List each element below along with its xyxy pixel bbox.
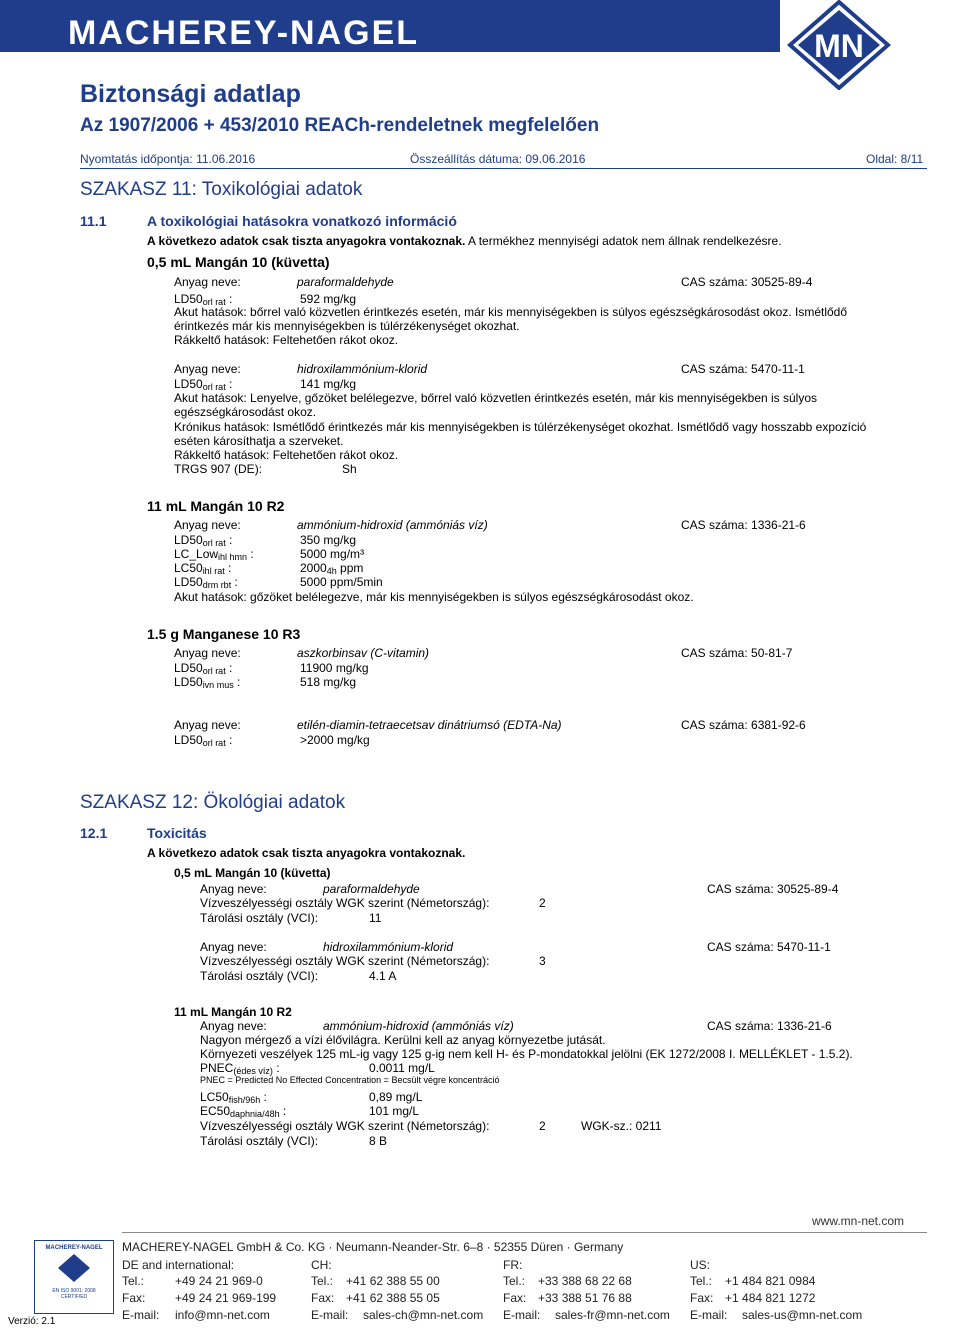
kit-heading-eco-2: 11 mL Mangán 10 R2 — [174, 1005, 292, 1019]
label-substance-name: Anyag neve: — [174, 718, 241, 732]
wgk-sz-value: WGK-sz.: 0211 — [581, 1119, 662, 1133]
footer-us-heading: US: — [690, 1258, 711, 1272]
label-substance-name: Anyag neve: — [200, 1019, 267, 1033]
trgs-label: TRGS 907 (DE): — [174, 462, 263, 476]
tox-label: $LD50_{orl rat}$ : — [174, 292, 233, 307]
footer-de-tel-label: Tel.: — [122, 1274, 145, 1288]
wgk-label: Vízveszélyességi osztály WGK szerint (Németország): — [200, 1119, 490, 1133]
substance-name: paraformaldehyde — [297, 275, 394, 289]
tox-value: 141 mg/kg — [300, 377, 357, 391]
footer-de-tel: +49 24 21 969-0 — [175, 1274, 263, 1288]
cert-line-2: CERTIFIED — [60, 1294, 88, 1300]
tox-label: $LD50_{ivn mus}$ : — [174, 675, 241, 690]
tox-value: 592 mg/kg — [300, 292, 357, 306]
tox-label: $LD50_{drm rbt}$ : — [174, 575, 238, 590]
eco-text: Környezeti veszélyek 125 mL-ig vagy 125 g-ig nem kell H- és P-mondatokkal jelölni (EK 1272/2008 I. MELLÉKLET - 1.5.2). — [200, 1047, 853, 1061]
footer-de-fax-label: Fax: — [122, 1291, 146, 1305]
tox-label: LC_Low$_{ihl hmn}$ : — [174, 547, 254, 562]
effect-text: Akut hatások: gőzöket belélegezve, már kis mennyiségekben is súlyos egészségkárosodást okoz. — [174, 590, 694, 604]
pnec-label: $PNEC_{(édes víz)}$ : — [200, 1061, 280, 1076]
logo-text: MN — [814, 28, 864, 64]
page-number: Oldal: 8/11 — [866, 152, 924, 166]
footer-us-mail-label: E-mail: — [690, 1308, 728, 1322]
section-12-heading: SZAKASZ 12: Ökológiai adatok — [80, 792, 346, 813]
substance-name: hidroxilammónium-klorid — [297, 362, 428, 376]
footer-de-heading: DE and international: — [122, 1258, 235, 1272]
footer-ch-tel-label: Tel.: — [311, 1274, 334, 1288]
brand-name: MACHEREY-NAGEL — [68, 14, 420, 52]
label-substance-name: Anyag neve: — [200, 882, 267, 896]
substance-name: etilén-diamin-tetraecetsav dinátriumsó (EDTA-Na) — [297, 718, 562, 732]
cas-number: CAS száma: 50-81-7 — [681, 646, 793, 660]
tox-value: $2000_{4h}$ ppm — [300, 561, 364, 576]
footer-fr-mail[interactable]: sales-fr@mn-net.com — [555, 1308, 670, 1322]
header-rule — [80, 168, 927, 169]
version-label: Verzió: 2.1 — [8, 1316, 56, 1327]
subsection-12-1-title: Toxicitás — [147, 825, 207, 841]
footer-us-fax-label: Fax: — [690, 1291, 714, 1305]
tox-value: 5000 ppm/5min — [300, 575, 383, 589]
footer-fr-heading: FR: — [503, 1258, 523, 1272]
ec50-value: 101 mg/L — [369, 1104, 420, 1118]
wgk-value: 2 — [539, 1119, 546, 1133]
footer-ch-heading: CH: — [311, 1258, 332, 1272]
kit-heading-1: 0,5 mL Mangán 10 (küvetta) — [147, 254, 330, 270]
footer-de-fax: +49 24 21 969-199 — [175, 1291, 277, 1305]
effect-text: Akut hatások: bőrrel való közvetlen érintkezés esetén, már kis mennyiségekben is súlyos egészségkárosodást okoz. Ismétlődő — [174, 305, 848, 319]
print-date: Nyomtatás időpontja: 11.06.2016 — [80, 152, 256, 166]
lc50-value: 0,89 mg/L — [369, 1090, 423, 1104]
intro-text-1: A következo adatok csak tiszta anyagokra vontakoznak. A termékhez mennyiségi adatok nem állnak rendelkezésre. — [147, 234, 782, 248]
mn-logo — [784, 0, 894, 90]
effect-text: Akut hatások: Lenyelve, gőzöket belélegezve, bőrrel való közvetlen érintkezés esetén, már kis mennyiségekben is súlyos — [174, 391, 818, 405]
eco-text: Nagyon mérgező a vízi élővilágra. Kerülni kell az anyag környezetbe jutását. — [200, 1033, 606, 1047]
vci-label: Tárolási osztály (VCI): — [200, 1134, 319, 1148]
trgs-value: Sh — [342, 462, 357, 476]
effect-text: egészségkárosodást okoz. — [174, 405, 317, 419]
kit-heading-3: 1.5 g Manganese 10 R3 — [147, 626, 301, 642]
tox-value: 5000 mg/m³ — [300, 547, 365, 561]
subsection-11-1-number: 11.1 — [80, 213, 107, 229]
footer-website[interactable]: www.mn-net.com — [812, 1214, 905, 1228]
footer-us-fax: +1 484 821 1272 — [725, 1291, 816, 1305]
vci-value: 4.1 A — [369, 969, 397, 983]
kit-heading-2: 11 mL Mangán 10 R2 — [147, 498, 285, 514]
subsection-11-1-title: A toxikológiai hatásokra vonatkozó információ — [147, 213, 457, 229]
footer-fr-tel: +33 388 68 22 68 — [538, 1274, 632, 1288]
substance-name: aszkorbinsav (C-vitamin) — [297, 646, 430, 660]
cas-number: CAS száma: 1336-21-6 — [681, 518, 806, 532]
tox-label: $LD50_{orl rat}$ : — [174, 733, 233, 748]
footer-fr-mail-label: E-mail: — [503, 1308, 541, 1322]
cert-brand: MACHEREY-NAGEL — [45, 1245, 103, 1251]
ec50-label: $EC50_{daphnia/48h}$ : — [200, 1104, 287, 1119]
tox-value: 350 mg/kg — [300, 533, 357, 547]
wgk-value: 2 — [539, 896, 546, 910]
substance-name: ammónium-hidroxid (ammóniás víz) — [297, 518, 488, 532]
document-title: Biztonsági adatlap — [80, 80, 301, 108]
footer-us-mail[interactable]: sales-us@mn-net.com — [742, 1308, 863, 1322]
footer-ch-fax-label: Fax: — [311, 1291, 335, 1305]
footer-de-mail[interactable]: info@mn-net.com — [175, 1308, 270, 1322]
footer-fr-tel-label: Tel.: — [503, 1274, 526, 1288]
tox-value: 11900 mg/kg — [300, 661, 369, 675]
label-substance-name: Anyag neve: — [174, 362, 241, 376]
footer-de-mail-label: E-mail: — [122, 1308, 160, 1322]
tox-label: $LD50_{orl rat}$ : — [174, 377, 233, 392]
tox-value: 518 mg/kg — [300, 675, 357, 689]
label-substance-name: Anyag neve: — [174, 275, 241, 289]
label-substance-name: Anyag neve: — [200, 940, 267, 954]
cas-number: CAS száma: 30525-89-4 — [681, 275, 813, 289]
footer-ch-mail-label: E-mail: — [311, 1308, 349, 1322]
footer-us-tel-label: Tel.: — [690, 1274, 713, 1288]
footer-ch-tel: +41 62 388 55 00 — [346, 1274, 440, 1288]
cert-logo-icon — [57, 1253, 91, 1283]
tox-label: $LC50_{ihl rat}$ : — [174, 561, 232, 576]
effect-text: Krónikus hatások: Ismétlődő érintkezés már kis mennyiségekben is túlérzékenységet okozhat. Ismétlődő vagy hosszabb expozíció — [174, 420, 867, 434]
cert-line-1: EN ISO 9001: 2008 — [52, 1288, 96, 1294]
footer-company: MACHEREY-NAGEL GmbH & Co. KG · Neumann-Neander-Str. 6–8 · 52355 Düren · Germany — [122, 1240, 624, 1254]
cas-number: CAS száma: 5470-11-1 — [681, 362, 805, 376]
cas-number: CAS száma: 5470-11-1 — [707, 940, 831, 954]
kit-heading-eco-1: 0,5 mL Mangán 10 (küvetta) — [174, 866, 331, 880]
vci-value: 8 B — [369, 1134, 388, 1148]
substance-name: ammónium-hidroxid (ammóniás víz) — [323, 1019, 514, 1033]
effect-text: Rákkeltő hatások: Feltehetően rákot okoz. — [174, 333, 399, 347]
subsection-12-1-number: 12.1 — [80, 825, 108, 841]
label-substance-name: Anyag neve: — [174, 646, 241, 660]
footer-us-tel: +1 484 821 0984 — [725, 1274, 816, 1288]
effect-text: érintkezés már kis mennyiségekben is túlérzékenységet okozhat. — [174, 319, 520, 333]
cas-number: CAS száma: 30525-89-4 — [707, 882, 839, 896]
substance-name: hidroxilammónium-klorid — [323, 940, 454, 954]
compile-date: Összeállítás dátuma: 09.06.2016 — [410, 152, 586, 166]
cas-number: CAS száma: 1336-21-6 — [707, 1019, 832, 1033]
wgk-label: Vízveszélyességi osztály WGK szerint (Németország): — [200, 896, 490, 910]
footer-fr-fax: +33 388 51 76 88 — [538, 1291, 632, 1305]
footer-fr-fax-label: Fax: — [503, 1291, 527, 1305]
effect-text: eséten károsíthatja a szerveket. — [174, 434, 344, 448]
tox-value: >2000 mg/kg — [300, 733, 370, 747]
pnec-note: PNEC = Predicted No Effected Concentration = Becsült végre koncentráció — [200, 1075, 500, 1085]
wgk-value: 3 — [539, 954, 546, 968]
footer-rule — [122, 1232, 927, 1233]
section-11-heading: SZAKASZ 11: Toxikológiai adatok — [80, 179, 363, 200]
pnec-value: 0.0011 mg/L — [369, 1061, 435, 1075]
vci-value: 11 — [369, 911, 382, 925]
label-substance-name: Anyag neve: — [174, 518, 241, 532]
tox-label: $LD50_{orl rat}$ : — [174, 661, 233, 676]
effect-text: Rákkeltő hatások: Feltehetően rákot okoz. — [174, 448, 399, 462]
iso-cert-badge — [34, 1240, 114, 1314]
cas-number: CAS száma: 6381-92-6 — [681, 718, 806, 732]
substance-name: paraformaldehyde — [323, 882, 420, 896]
vci-label: Tárolási osztály (VCI): — [200, 969, 319, 983]
wgk-label: Vízveszélyességi osztály WGK szerint (Németország): — [200, 954, 490, 968]
tox-label: $LD50_{orl rat}$ : — [174, 533, 233, 548]
footer-ch-fax: +41 62 388 55 05 — [346, 1291, 440, 1305]
lc50-label: $LC50_{fish/96h}$ : — [200, 1090, 267, 1105]
intro-text-2: A következo adatok csak tiszta anyagokra vontakoznak. — [147, 846, 466, 860]
vci-label: Tárolási osztály (VCI): — [200, 911, 319, 925]
document-subtitle: Az 1907/2006 + 453/2010 REACh-rendeletnek megfelelően — [80, 115, 600, 136]
footer-ch-mail[interactable]: sales-ch@mn-net.com — [363, 1308, 484, 1322]
